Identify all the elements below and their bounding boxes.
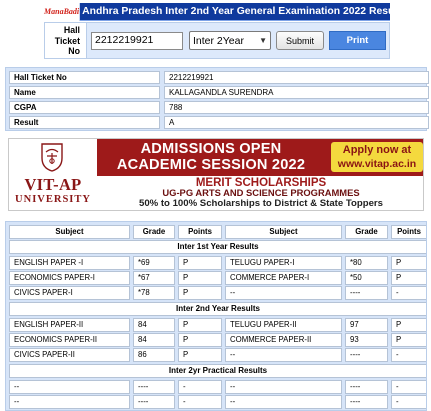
- student-details-table: [5, 67, 427, 131]
- admissions-ad-banner[interactable]: [8, 138, 424, 211]
- section-title: Inter 1st Year Results: [9, 240, 427, 254]
- table-header-row: [9, 225, 427, 239]
- table-cell: ----: [345, 395, 388, 409]
- table-cell: ECONOMICS PAPER-II: [9, 333, 130, 347]
- table-cell: ----: [345, 286, 388, 300]
- column-header: Points: [178, 225, 222, 239]
- details-value: A: [164, 116, 429, 129]
- section-title: Inter 2nd Year Results: [9, 302, 427, 316]
- table-cell: 97: [345, 318, 388, 332]
- table-cell: 93: [345, 333, 388, 347]
- table-cell: ----: [345, 380, 388, 394]
- scholarship-line: 50% to 100% Scholarships to District & State Toppers: [139, 198, 383, 209]
- table-cell: COMMERCE PAPER-II: [225, 333, 342, 347]
- table-cell: P: [178, 271, 222, 285]
- table-cell: P: [178, 256, 222, 270]
- section-row: [9, 302, 427, 316]
- table-cell: P: [178, 348, 222, 362]
- table-cell: -: [391, 286, 427, 300]
- logo-text: ManaBadi: [44, 7, 80, 16]
- label-line: Hall: [63, 25, 80, 35]
- headline-band: [97, 139, 424, 176]
- table-cell: P: [391, 256, 427, 270]
- details-row: [9, 116, 423, 129]
- table-cell: ----: [345, 348, 388, 362]
- table-row: [9, 395, 427, 409]
- column-header: Grade: [133, 225, 175, 239]
- column-header: Points: [391, 225, 427, 239]
- table-cell: P: [391, 271, 427, 285]
- label-line: No: [68, 46, 80, 56]
- table-cell: P: [178, 318, 222, 332]
- details-row: [9, 101, 423, 114]
- table-cell: --: [9, 380, 130, 394]
- courses-line: UG-PG ARTS AND SCIENCE PROGRAMMES: [162, 187, 360, 198]
- table-cell: ECONOMICS PAPER-I: [9, 271, 130, 285]
- hall-ticket-input[interactable]: 2212219921: [91, 32, 183, 50]
- chevron-down-icon: ▼: [259, 36, 267, 45]
- table-cell: --: [225, 348, 342, 362]
- print-button[interactable]: Print: [329, 31, 386, 50]
- table-row: [9, 380, 427, 394]
- table-cell: -: [391, 395, 427, 409]
- section-row: [9, 240, 427, 254]
- headline-line-2: ACADEMIC SESSION 2022: [116, 157, 306, 173]
- year-select-value: Inter 2Year: [193, 34, 244, 47]
- table-cell: P: [178, 286, 222, 300]
- table-row: [9, 286, 427, 300]
- table-cell: P: [391, 318, 427, 332]
- apply-text: Apply now at: [342, 144, 412, 156]
- column-header: Grade: [345, 225, 388, 239]
- apply-url[interactable]: www.vitap.ac.in: [337, 158, 417, 170]
- details-row: [9, 86, 423, 99]
- headline: [97, 141, 325, 173]
- table-cell: COMMERCE PAPER-I: [225, 271, 342, 285]
- column-header: Subject: [225, 225, 342, 239]
- table-row: [9, 348, 427, 362]
- table-cell: TELUGU PAPER-II: [225, 318, 342, 332]
- submit-button[interactable]: Submit: [276, 31, 324, 50]
- table-cell: -: [178, 395, 222, 409]
- table-cell: *67: [133, 271, 175, 285]
- column-header: Subject: [9, 225, 130, 239]
- section-title: Inter 2yr Practical Results: [9, 364, 427, 378]
- table-cell: *50: [345, 271, 388, 285]
- page-header: [44, 3, 407, 21]
- merit-heading: MERIT SCHOLARSHIPS: [195, 177, 327, 189]
- table-cell: ENGLISH PAPER -I: [9, 256, 130, 270]
- apply-box[interactable]: [331, 142, 423, 172]
- details-value: 2212219921: [164, 71, 429, 84]
- details-label: Result: [9, 116, 160, 129]
- table-cell: -: [178, 380, 222, 394]
- table-cell: --: [225, 286, 342, 300]
- table-cell: --: [9, 395, 130, 409]
- table-cell: --: [225, 380, 342, 394]
- table-row: [9, 256, 427, 270]
- table-cell: P: [391, 333, 427, 347]
- table-cell: *69: [133, 256, 175, 270]
- table-cell: 86: [133, 348, 175, 362]
- details-value: 788: [164, 101, 429, 114]
- page-title: Andhra Pradesh Inter 2nd Year General Examination 2022 Results: [82, 6, 407, 17]
- details-row: [9, 71, 423, 84]
- section-row: [9, 364, 427, 378]
- hall-ticket-label: [45, 23, 87, 58]
- details-label: Hall Ticket No: [9, 71, 160, 84]
- table-row: [9, 271, 427, 285]
- year-select[interactable]: [189, 31, 271, 50]
- vit-ap-logo: [9, 139, 97, 210]
- vit-sub: UNIVERSITY: [15, 194, 91, 205]
- table-cell: ENGLISH PAPER-II: [9, 318, 130, 332]
- table-cell: CIVICS PAPER-I: [9, 286, 130, 300]
- results-table: [5, 221, 427, 411]
- table-cell: *80: [345, 256, 388, 270]
- table-cell: -: [391, 348, 427, 362]
- table-cell: -: [391, 380, 427, 394]
- site-logo[interactable]: [44, 3, 80, 21]
- table-cell: P: [178, 333, 222, 347]
- crest-icon: [39, 142, 65, 172]
- vit-name: VIT-AP: [24, 175, 82, 194]
- result-search-form: [44, 22, 390, 59]
- table-cell: --: [225, 395, 342, 409]
- table-cell: ----: [133, 395, 175, 409]
- headline-line-1: ADMISSIONS OPEN: [140, 141, 282, 157]
- table-cell: 84: [133, 318, 175, 332]
- table-cell: ----: [133, 380, 175, 394]
- details-label: CGPA: [9, 101, 160, 114]
- table-cell: *78: [133, 286, 175, 300]
- table-cell: CIVICS PAPER-II: [9, 348, 130, 362]
- table-cell: TELUGU PAPER-I: [225, 256, 342, 270]
- table-cell: 84: [133, 333, 175, 347]
- details-value: KALLAGANDLA SURENDRA: [164, 86, 429, 99]
- table-row: [9, 333, 427, 347]
- table-row: [9, 318, 427, 332]
- label-line: Ticket: [54, 35, 80, 46]
- details-label: Name: [9, 86, 160, 99]
